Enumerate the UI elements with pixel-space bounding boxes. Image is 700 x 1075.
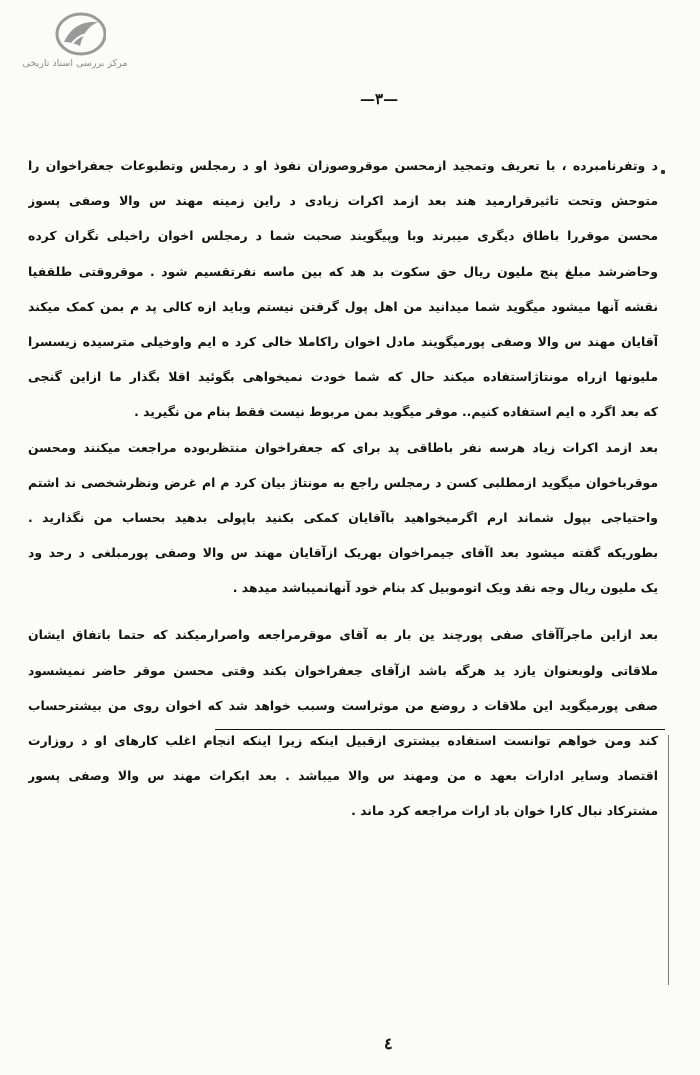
text-line: صفی پورمیگوید این ملاقات د روضع من موثراست وسبب خواهد شد که اخوان روی من بیشترحساب bbox=[28, 697, 658, 713]
text-line: ملاقاتی ولوبعنوان یازد ید هرگه باشد ازآقای جعفراخوان بکند وقتی محسن موقر حاضر نمیشسود bbox=[28, 662, 658, 678]
text-line: که بعد اگرد ه ایم استفاده کنیم.. موقر میگوید بمن مربوط نیست فقط بنام من نگیرید . bbox=[134, 404, 658, 420]
text-line: موقرباخوان میگوید ازمطلبی کسن د رمجلس راجع به مونتاژ بیان کرد م ام غرض ونظرشخصی ند اشتم bbox=[28, 474, 658, 490]
archive-logo-icon bbox=[54, 12, 106, 56]
text-line: اقتصاد وسایر ادارات بعهد ه من ومهند س والا میباشد . بعد ابکرات مهند س والا وصفی پسور bbox=[28, 768, 658, 784]
paragraph-2 bbox=[28, 617, 658, 828]
underline-rule bbox=[215, 729, 665, 730]
page-number: —٣— bbox=[360, 90, 399, 108]
text-line: بعد ازمد اکرات زیاد هرسه نفر باطاقی پد برای که جعفراخوان منتظربوده مراجعت میکنند ومحسن bbox=[28, 439, 658, 455]
archive-logo-text: مرکز بررسی اسناد تاریخی bbox=[22, 58, 128, 69]
text-line: واحتیاجی بپول شماند ارم اگرمیخواهید باآقایان کمکی بکنید باپولی بدهید بحساب من نگذارید . bbox=[28, 509, 658, 525]
text-line: مشترکاد نبال کارا خوان باد ارات مراجعه کرد ماند . bbox=[351, 803, 658, 819]
text-line: وحاضرشد مبلغ پنج ملیون ریال حق سکوت بد هد که بین ماسه نفرتقسیم شود . موقروقتی طلقفیا bbox=[28, 263, 658, 279]
text-line: آقایان مهند س والا وصفی پورمیگویند مادل اخوان راکاملا خالی کرد ه ایم واوخیلی مترسیده زیسسرا bbox=[28, 333, 658, 349]
text-line: یک ملیون ریال وجه نقد ویک اتوموبیل کد بنام خود آنهانمیباشد میدهد . bbox=[232, 580, 658, 596]
text-line: کند ومن خواهم توانست استفاده بیشتری ازقبیل اینکه زیرا اینکه انجام اغلب کارهای او د روزارت bbox=[28, 733, 658, 748]
archive-logo bbox=[10, 10, 140, 72]
text-line: بطوریکه گفته میشود بعد اآقای جیمراخوان بهریک ازآقایان مهند س والا وصفی پورمبلغی د رحد ود bbox=[28, 545, 658, 561]
text-line: نقشه آنها میشود میگوید شما میدانید من اهل پول گرفتن نیستم وباید ازه کالی پد م بمن کمک میکند bbox=[28, 298, 658, 314]
text-line: متوحش وتحت تاثیرقرارمید هند بعد ازمد اکرات زیادی د راین زمینه مهند س والا وصفی پسوز bbox=[28, 193, 658, 209]
document-body bbox=[28, 148, 658, 829]
text-line: ملیونها ازراه مونتاژاستفاده میکند حال که شما خودت نمیخواهی بگوئید اقلا بگذار ما ازاین گنجی bbox=[28, 369, 658, 385]
text-line: بعد ازاین ماجرآآقای صفی پورچند ین بار به آقای موقرمراجعه واصرارمیکند که حتما باتفاق ایشان bbox=[28, 627, 658, 643]
margin-rule bbox=[668, 735, 669, 985]
text-line: د وتفرنامبرده ، با تعریف وتمجید ازمحسن موقروصوزان نفوذ او د رمجلس وتطبوعات جعفراخوان را bbox=[28, 158, 658, 173]
margin-dot bbox=[661, 170, 665, 174]
text-line: محسن موقررا باطاق دیگری میبرند وبا وپیگویند صحبت شما د رمجلس اخوان راخیلی نگران کرده bbox=[28, 228, 658, 244]
footer-mark: ٤ bbox=[384, 1034, 393, 1053]
paragraph-1 bbox=[28, 148, 658, 605]
